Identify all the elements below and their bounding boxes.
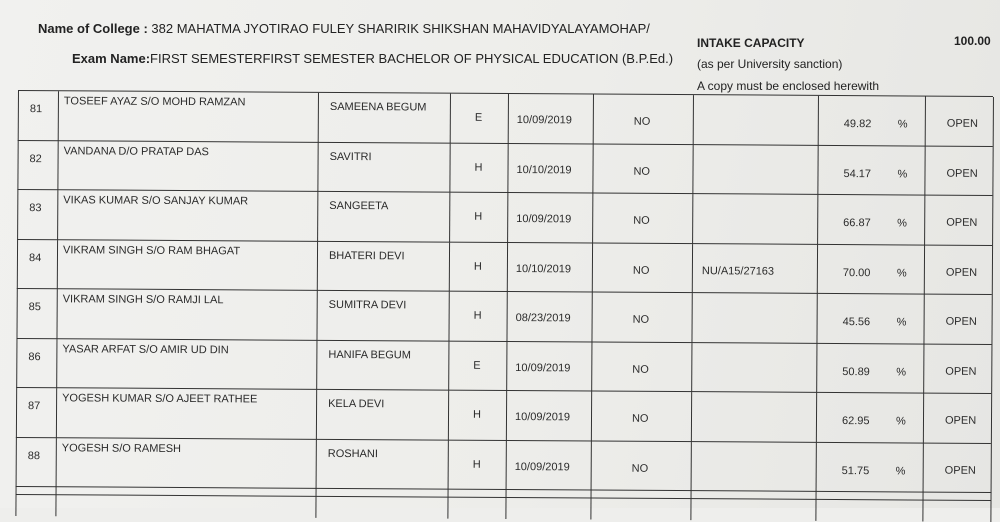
- table-row: [17, 238, 992, 294]
- column-divider: [816, 442, 817, 492]
- column-divider: [506, 440, 507, 490]
- column-divider: [593, 95, 594, 145]
- mother-name: SAVITRI: [329, 150, 372, 163]
- column-divider: [57, 190, 58, 240]
- mother-name: SANGEETA: [329, 199, 389, 213]
- serial-number: 88: [27, 449, 41, 462]
- student-name: VIKAS KUMAR S/O SANJAY KUMAR: [63, 194, 249, 208]
- column-divider: [448, 292, 449, 342]
- intake-copy-note: A copy must be enclosed herewith: [697, 79, 880, 93]
- flag-value: NO: [631, 462, 649, 475]
- column-divider: [316, 439, 317, 489]
- column-divider: [817, 195, 818, 245]
- mother-name: HANIFA BEGUM: [328, 348, 411, 361]
- percent-sign: %: [896, 266, 907, 279]
- column-divider: [16, 289, 17, 339]
- column-divider: [924, 146, 925, 196]
- category: OPEN: [946, 117, 979, 130]
- column-divider: [16, 437, 17, 487]
- category: OPEN: [946, 216, 978, 229]
- percentage: 45.56: [842, 316, 871, 329]
- column-divider-stub: [505, 489, 506, 519]
- percent-sign: %: [895, 415, 906, 428]
- column-divider: [817, 244, 818, 294]
- percent-sign: %: [897, 167, 908, 180]
- column-divider: [591, 441, 592, 491]
- mother-name: KELA DEVI: [328, 397, 385, 411]
- category: OPEN: [945, 266, 978, 279]
- column-divider: [17, 190, 18, 240]
- column-divider-stub: [690, 490, 691, 520]
- column-divider: [923, 394, 924, 444]
- column-divider: [691, 392, 692, 442]
- column-divider: [818, 96, 819, 146]
- column-divider: [992, 196, 993, 246]
- flag-value: NO: [633, 115, 651, 128]
- column-divider-stub: [55, 486, 56, 516]
- column-divider: [507, 242, 508, 292]
- column-divider: [992, 146, 993, 196]
- column-divider: [16, 338, 17, 388]
- mother-name: ROSHANI: [327, 447, 378, 460]
- medium: E: [474, 111, 483, 124]
- medium: E: [473, 359, 481, 372]
- column-divider: [592, 194, 593, 244]
- percent-sign: %: [896, 365, 907, 378]
- serial-number: 81: [29, 103, 43, 116]
- student-name: VIKRAM SINGH S/O RAMJI LAL: [62, 293, 224, 307]
- column-divider: [58, 91, 59, 141]
- student-table: [15, 90, 998, 516]
- exam-name: Exam Name:FIRST SEMESTERFIRST SEMESTER BACHELOR OF PHYSICAL EDUCATION (B.P.Ed.): [72, 51, 674, 66]
- serial-number: 82: [29, 152, 42, 165]
- exam-date: 10/09/2019: [516, 213, 572, 226]
- category: OPEN: [944, 464, 976, 477]
- column-divider: [449, 193, 450, 243]
- column-divider: [991, 295, 992, 345]
- medium: H: [474, 210, 483, 223]
- table-row: [17, 139, 992, 195]
- intake-capacity-value: 100.00: [954, 34, 991, 48]
- column-divider: [816, 393, 817, 443]
- column-divider: [923, 443, 924, 493]
- column-divider: [318, 93, 319, 143]
- column-divider: [448, 440, 449, 490]
- column-divider-stub: [315, 488, 316, 518]
- student-name: YASAR ARFAT S/O AMIR UD DIN: [62, 342, 229, 356]
- percent-sign: %: [896, 316, 907, 329]
- column-divider-stub: [815, 491, 816, 521]
- student-name: TOSEEF AYAZ S/O MOHD RAMZAN: [63, 95, 246, 109]
- table-row: [16, 387, 991, 443]
- column-divider: [692, 194, 693, 244]
- column-divider: [56, 339, 57, 389]
- serial-number: 86: [28, 350, 41, 363]
- table-bottom-border-secondary: [16, 494, 991, 501]
- percentage: 66.87: [843, 217, 871, 230]
- percentage: 54.17: [843, 167, 872, 180]
- intake-note: (as per University sanction): [697, 57, 843, 71]
- registration-number: NU/A15/27163: [701, 264, 775, 278]
- mother-name: BHATERI DEVI: [328, 249, 405, 262]
- student-name: VANDANA D/O PRATAP DAS: [63, 144, 209, 158]
- column-divider-stub: [15, 486, 16, 516]
- flag-value: NO: [632, 264, 650, 277]
- column-divider: [56, 438, 57, 488]
- category: OPEN: [946, 167, 978, 180]
- medium: H: [473, 309, 482, 322]
- flag-value: NO: [631, 412, 649, 425]
- column-divider: [448, 341, 449, 391]
- serial-number: 85: [28, 301, 41, 314]
- serial-number: 87: [28, 400, 41, 413]
- percentage: 51.75: [841, 464, 870, 477]
- column-divider: [506, 391, 507, 441]
- column-divider-stub: [447, 489, 448, 519]
- column-divider: [57, 141, 58, 191]
- column-divider: [317, 192, 318, 242]
- column-divider: [506, 341, 507, 391]
- column-divider: [507, 143, 508, 193]
- column-divider: [691, 343, 692, 393]
- exam-date: 10/09/2019: [514, 411, 571, 424]
- column-divider: [57, 240, 58, 290]
- serial-number: 84: [28, 251, 42, 264]
- column-divider: [56, 388, 57, 438]
- column-divider: [17, 140, 18, 190]
- column-divider: [56, 289, 57, 339]
- exam-date: 10/10/2019: [515, 262, 572, 275]
- percentage: 70.00: [842, 266, 871, 279]
- column-divider: [450, 94, 451, 144]
- medium: H: [472, 408, 482, 421]
- percent-sign: %: [897, 118, 908, 131]
- mother-name: SUMITRA DEVI: [328, 298, 407, 312]
- column-divider: [591, 293, 592, 343]
- column-divider: [506, 292, 507, 342]
- column-divider: [591, 342, 592, 392]
- column-divider: [317, 241, 318, 291]
- exam-date: 10/09/2019: [514, 460, 570, 473]
- column-divider: [317, 142, 318, 192]
- medium: H: [472, 458, 481, 471]
- flag-value: NO: [632, 363, 649, 376]
- category: OPEN: [944, 414, 977, 427]
- medium: H: [473, 260, 482, 273]
- column-divider: [991, 344, 992, 394]
- column-divider-stub: [990, 492, 991, 522]
- column-divider-stub: [922, 492, 923, 522]
- column-divider: [17, 239, 18, 289]
- column-divider: [592, 243, 593, 293]
- column-divider: [507, 193, 508, 243]
- mother-name: SAMEENA BEGUM: [329, 100, 427, 114]
- column-divider: [924, 245, 925, 295]
- percent-sign: %: [897, 217, 908, 230]
- college-name: Name of College : 382 MAHATMA JYOTIRAO FULEY SHARIRIK SHIKSHAN MAHAVIDYALAYAMOHAP/: [38, 21, 650, 36]
- table-row: [17, 189, 992, 245]
- percentage: 49.82: [843, 118, 872, 131]
- table-row: [16, 337, 991, 393]
- flag-value: NO: [633, 165, 651, 178]
- category: OPEN: [945, 365, 977, 378]
- column-divider: [449, 242, 450, 292]
- percent-sign: %: [895, 464, 906, 477]
- column-divider: [925, 97, 926, 147]
- column-divider: [448, 391, 449, 441]
- column-divider: [508, 94, 509, 144]
- column-divider: [18, 91, 19, 141]
- flag-value: NO: [632, 313, 650, 326]
- column-divider: [923, 344, 924, 394]
- category: OPEN: [945, 315, 977, 328]
- column-divider: [691, 442, 692, 492]
- student-name: VIKRAM SINGH S/O RAM BHAGAT: [62, 243, 241, 257]
- column-divider: [923, 295, 924, 345]
- column-divider: [591, 392, 592, 442]
- column-divider: [16, 388, 17, 438]
- table-row: [16, 288, 991, 344]
- column-divider: [692, 145, 693, 195]
- table-row: [18, 90, 993, 146]
- exam-date: 10/10/2019: [516, 163, 572, 176]
- percentage: 62.95: [841, 415, 870, 428]
- medium: H: [474, 161, 483, 174]
- student-name: YOGESH KUMAR S/O AJEET RATHEE: [62, 392, 258, 406]
- intake-capacity-label: INTAKE CAPACITY: [697, 36, 805, 50]
- column-divider: [991, 394, 992, 444]
- exam-date: 08/23/2019: [515, 312, 571, 325]
- exam-date: 10/09/2019: [516, 114, 572, 127]
- percentage: 50.89: [842, 365, 870, 378]
- column-divider: [993, 97, 994, 147]
- student-name: YOGESH S/O RAMESH: [61, 441, 182, 455]
- column-divider: [817, 145, 818, 195]
- column-divider: [316, 340, 317, 390]
- exam-date: 10/09/2019: [515, 361, 571, 374]
- serial-number: 83: [29, 202, 42, 215]
- column-divider: [991, 443, 992, 493]
- column-divider: [816, 294, 817, 344]
- column-divider: [316, 291, 317, 341]
- table-row: [16, 436, 991, 492]
- column-divider: [816, 343, 817, 393]
- column-divider: [691, 293, 692, 343]
- column-divider: [924, 196, 925, 246]
- column-divider-stub: [590, 490, 591, 520]
- column-divider: [592, 144, 593, 194]
- column-divider: [449, 143, 450, 193]
- column-divider: [316, 390, 317, 440]
- column-divider: [693, 95, 694, 145]
- column-divider: [692, 244, 693, 294]
- column-divider: [992, 245, 993, 295]
- flag-value: NO: [633, 214, 650, 227]
